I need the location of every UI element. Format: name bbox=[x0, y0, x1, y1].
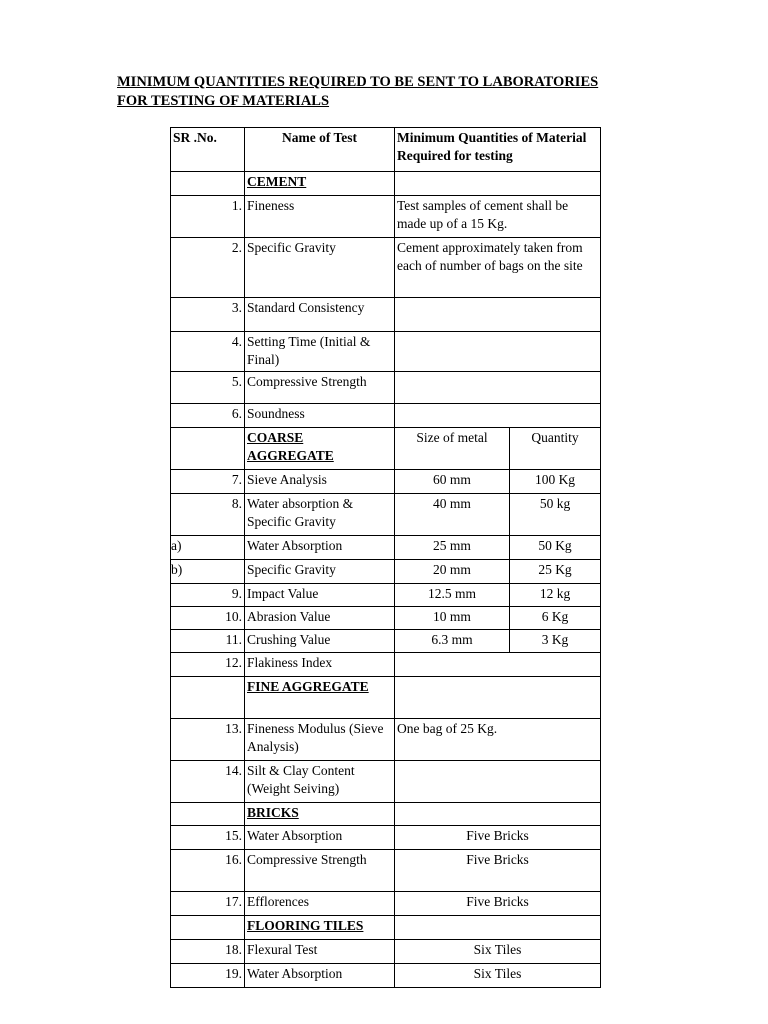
quantity-cell: 6 Kg bbox=[510, 607, 601, 630]
quantity-cell: 100 Kg bbox=[510, 470, 601, 494]
table-header-row bbox=[171, 128, 601, 172]
test-name: Compressive Strength bbox=[245, 850, 395, 892]
table-row bbox=[171, 560, 601, 584]
sr-number: 7. bbox=[171, 470, 245, 494]
table-row bbox=[171, 372, 601, 404]
quantity-cell: Test samples of cement shall be made up of a 15 Kg. bbox=[395, 196, 601, 238]
sr-number: 6. bbox=[171, 404, 245, 428]
table-row bbox=[171, 850, 601, 892]
sr-number: 13. bbox=[171, 719, 245, 761]
quantity-cell: 12 kg bbox=[510, 584, 601, 607]
quantity-cell bbox=[395, 332, 601, 372]
sr-number: 16. bbox=[171, 850, 245, 892]
section-title-fine-aggregate: FINE AGGREGATE bbox=[245, 677, 395, 719]
table-row bbox=[171, 719, 601, 761]
header-quantity: Minimum Quantities of Material Required for testing bbox=[395, 128, 601, 172]
sr-number: 12. bbox=[171, 653, 245, 677]
sr-number: 18. bbox=[171, 940, 245, 964]
table-row bbox=[171, 196, 601, 238]
size-cell: 6.3 mm bbox=[395, 630, 510, 653]
sr-number: 10. bbox=[171, 607, 245, 630]
sr-number: 14. bbox=[171, 761, 245, 803]
section-title-coarse-aggregate: COARSE AGGREGATE bbox=[245, 428, 395, 470]
table-row bbox=[171, 940, 601, 964]
test-name: Impact Value bbox=[245, 584, 395, 607]
test-name: Setting Time (Initial & Final) bbox=[245, 332, 395, 372]
table-row bbox=[171, 332, 601, 372]
test-name: Specific Gravity bbox=[245, 238, 395, 298]
table-row bbox=[171, 404, 601, 428]
section-row-fine-aggregate bbox=[171, 677, 601, 719]
table-row bbox=[171, 607, 601, 630]
quantity-cell bbox=[395, 653, 601, 677]
section-row-bricks bbox=[171, 803, 601, 826]
section-title-flooring-tiles: FLOORING TILES bbox=[245, 916, 395, 940]
table-row bbox=[171, 494, 601, 536]
table-row bbox=[171, 653, 601, 677]
heading-line-1: MINIMUM QUANTITIES REQUIRED TO BE SENT TO LABORATORIES bbox=[117, 74, 599, 90]
quantity-cell: Five Bricks bbox=[395, 892, 601, 916]
sr-number: a) bbox=[171, 536, 245, 560]
quantity-cell bbox=[395, 761, 601, 803]
test-name: Flakiness Index bbox=[245, 653, 395, 677]
quantity-cell: One bag of 25 Kg. bbox=[395, 719, 601, 761]
sr-number: 2. bbox=[171, 238, 245, 298]
size-cell: 40 mm bbox=[395, 494, 510, 536]
sr-number: b) bbox=[171, 560, 245, 584]
test-name: Water Absorption bbox=[245, 536, 395, 560]
sr-number: 4. bbox=[171, 332, 245, 372]
size-cell: 20 mm bbox=[395, 560, 510, 584]
quantity-cell bbox=[395, 298, 601, 332]
quantity-cell: Five Bricks bbox=[395, 850, 601, 892]
sr-number: 3. bbox=[171, 298, 245, 332]
test-name: Silt & Clay Content (Weight Seiving) bbox=[245, 761, 395, 803]
test-name: Water absorption & Specific Gravity bbox=[245, 494, 395, 536]
test-name: Flexural Test bbox=[245, 940, 395, 964]
sr-number: 9. bbox=[171, 584, 245, 607]
quantity-cell: Cement approximately taken from each of number of bags on the site bbox=[395, 238, 601, 298]
quantity-cell: 25 Kg bbox=[510, 560, 601, 584]
test-name: Crushing Value bbox=[245, 630, 395, 653]
header-sr: SR .No. bbox=[171, 128, 245, 172]
table-row bbox=[171, 761, 601, 803]
quantity-cell: 50 Kg bbox=[510, 536, 601, 560]
test-name: Soundness bbox=[245, 404, 395, 428]
quantity-cell: Five Bricks bbox=[395, 826, 601, 850]
section-row-coarse-aggregate bbox=[171, 428, 601, 470]
table-row bbox=[171, 964, 601, 988]
test-name: Water Absorption bbox=[245, 826, 395, 850]
table-row bbox=[171, 584, 601, 607]
heading-line-2: FOR TESTING OF MATERIALS bbox=[117, 93, 330, 109]
section-title-cement: CEMENT bbox=[245, 172, 395, 196]
sr-number: 8. bbox=[171, 494, 245, 536]
section-row-cement bbox=[171, 172, 601, 196]
test-name: Sieve Analysis bbox=[245, 470, 395, 494]
quantity-cell: Six Tiles bbox=[395, 940, 601, 964]
test-name: Fineness bbox=[245, 196, 395, 238]
test-name: Standard Consistency bbox=[245, 298, 395, 332]
quantity-cell: Six Tiles bbox=[395, 964, 601, 988]
table-row bbox=[171, 238, 601, 298]
header-name: Name of Test bbox=[245, 128, 395, 172]
test-name: Compressive Strength bbox=[245, 372, 395, 404]
sr-number: 15. bbox=[171, 826, 245, 850]
test-name: Water Absorption bbox=[245, 964, 395, 988]
quantity-header: Quantity bbox=[510, 428, 601, 470]
document-heading bbox=[117, 73, 717, 111]
size-cell: 60 mm bbox=[395, 470, 510, 494]
sr-number: 11. bbox=[171, 630, 245, 653]
table-row bbox=[171, 630, 601, 653]
sr-number: 19. bbox=[171, 964, 245, 988]
size-of-metal-header: Size of metal bbox=[395, 428, 510, 470]
table-row bbox=[171, 826, 601, 850]
test-name: Efflorences bbox=[245, 892, 395, 916]
quantity-cell bbox=[395, 372, 601, 404]
section-row-flooring-tiles bbox=[171, 916, 601, 940]
table-row bbox=[171, 470, 601, 494]
sr-number: 5. bbox=[171, 372, 245, 404]
test-name: Specific Gravity bbox=[245, 560, 395, 584]
size-cell: 25 mm bbox=[395, 536, 510, 560]
size-cell: 10 mm bbox=[395, 607, 510, 630]
test-name: Fineness Modulus (Sieve Analysis) bbox=[245, 719, 395, 761]
quantity-cell: 50 kg bbox=[510, 494, 601, 536]
size-cell: 12.5 mm bbox=[395, 584, 510, 607]
sr-number: 1. bbox=[171, 196, 245, 238]
quantity-cell: 3 Kg bbox=[510, 630, 601, 653]
table-row bbox=[171, 536, 601, 560]
test-name: Abrasion Value bbox=[245, 607, 395, 630]
quantity-cell bbox=[395, 404, 601, 428]
section-title-bricks: BRICKS bbox=[245, 803, 395, 826]
sr-number: 17. bbox=[171, 892, 245, 916]
table-row bbox=[171, 298, 601, 332]
materials-table bbox=[170, 127, 601, 988]
table-row bbox=[171, 892, 601, 916]
